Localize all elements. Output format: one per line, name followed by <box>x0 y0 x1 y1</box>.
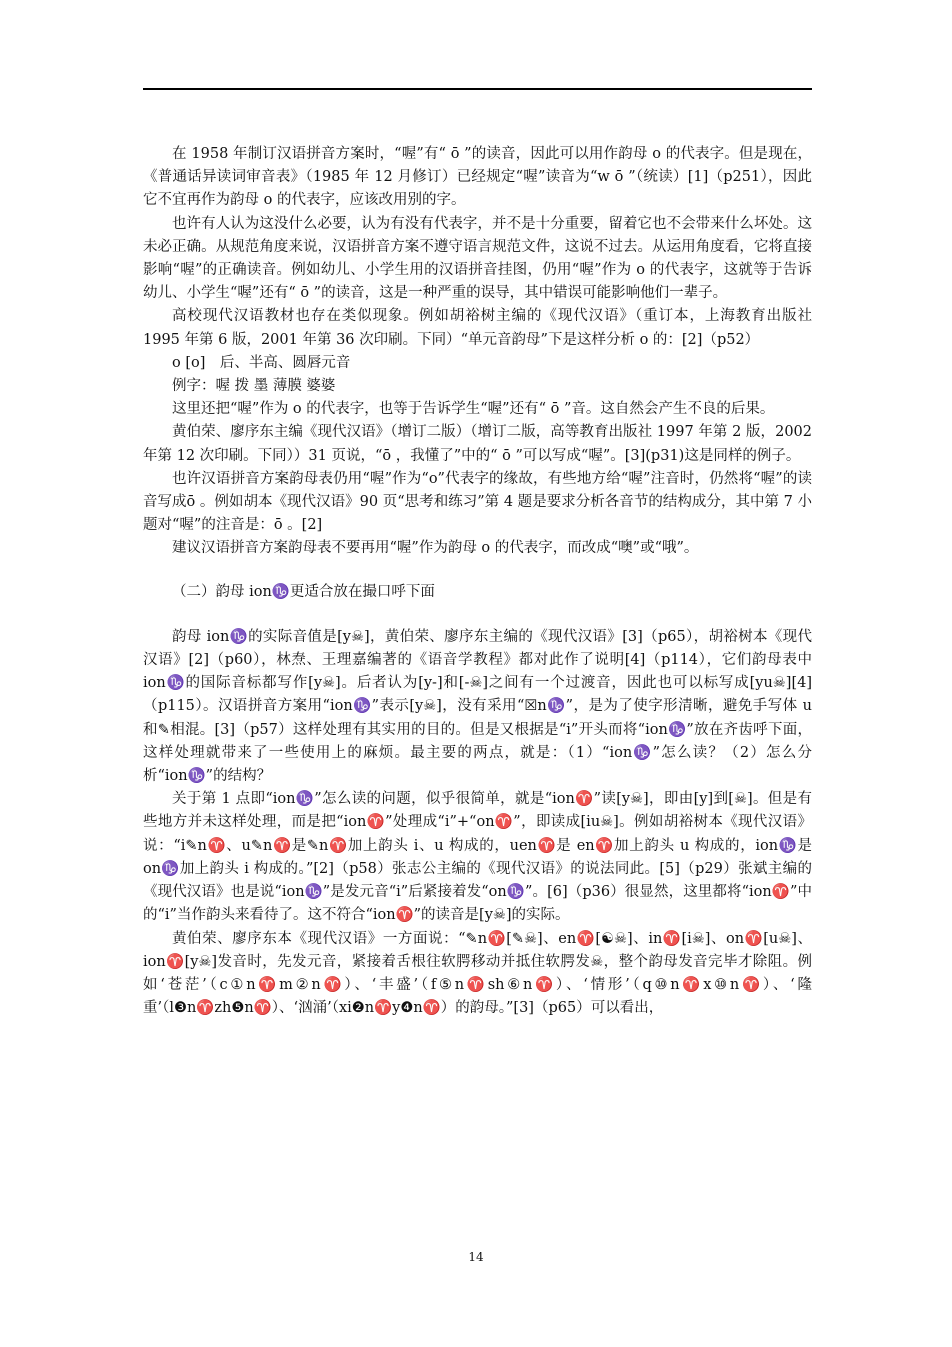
paragraph-3: 高校现代汉语教材也存在类似现象。例如胡裕树主编的《现代汉语》（重订本，上海教育出版社 1995 年第 6 版，2001 年第 36 次印刷。下同）“单元音韵母”下是这样分析 o 的：[2]（p52） <box>143 308 812 348</box>
example-line-words: 例字：喔 拨 墨 薄膜 婆婆 <box>172 378 336 395</box>
paragraph-10: 黄伯荣、廖序东本《现代汉语》一方面说：“✎n♈[✎☠]、en♈[☯☠]、in♈[i☠]、on♈[u☠]、ion♈[y☠]发音时，先发元音，紧接着舌根往软腭移动并抵住软腭发☠，整个韵母发音完毕才除阻。例如‘苍茫’（c①n♈m②n♈）、‘丰盛’（f⑤n♈sh⑥n♈）、‘情形’（q⑩n♈x⑩n♈）、‘隆重’（l❸n♈zh❺n♈）、‘汹涌’（xi❷n♈y❹n♈）的韵母。”[3]（p65）可以看出， <box>143 930 812 1017</box>
paragraph-1: 在 1958 年制订汉语拼音方案时，“喔”有“ ō ”的读音，因此可以用作韵母 o 的代表字。但是现在，《普通话异读词审音表》（1985 年 12 月修订）已经规定“喔”读音为“w ō ”（统读）[1]（p251），因此它不宜再作为韵母 o 的代表字，应该改用别的字。 <box>143 146 812 209</box>
page-number: 14 <box>468 1250 484 1264</box>
body-text <box>143 143 812 1020</box>
paragraph-6: 也许汉语拼音方案韵母表仍用“喔”作为“o”代表字的缘故，有些地方给“喔”注音时，仍然将“喔”的读音写成ō 。例如胡本《现代汉语》90 页“思考和练习”第 4 题是要求分析各音节的结构成分，其中第 7 小题对“喔”的注音是：ō 。[2] <box>143 470 812 534</box>
section-heading: （二）韵母 ion♑更适合放在撮口呼下面 <box>172 583 435 600</box>
paragraph-8: 韵母 ion♑的实际音值是[y☠]，黄伯荣、廖序东主编的《现代汉语》[3]（p65），胡裕树本《现代汉语》[2]（p60），林焘、王理嘉编著的《语音学教程》都对此作了说明[4]（p114），它们韵母表中 ion♑的国际音标都写作[y☠]。后者认为[y-]和[-☠]之间有一个过渡音，因此也可以标写成[yu☠][4]（p115）。汉语拼音方案用“ion♑”表示[y☠]，没有采用“☒n♑”，是为了使字形清晰，避免手写体 u 和✎相混。[3]（p57）这样处理有其实用的目的。但是又根据是“i”开头而将“ion♑”放在齐齿呼下面，这样处理就带来了一些使用上的麻烦。最主要的两点，就是：（1）“ion♑”怎么读？（2）怎么分析“ion♑”的结构？ <box>143 628 812 785</box>
paragraph-9: 关于第 1 点即“ion♑”怎么读的问题，似乎很简单，就是“ion♈”读[y☠]，即由[y]到[☠]。但是有些地方并未这样处理，而是把“ion♈”处理成“i”+“on♈”，即读成[iu☠]。例如胡裕树本《现代汉语》说：“i✎n♈、u✎n♈是✎n♈加上韵头 i、u 构成的，uen♈是 en♈加上韵头 u 构成的，ion♑是 on♑加上韵头 i 构成的。”[2]（p58）张志公主编的《现代汉语》的说法同此。[5]（p29）张斌主编的《现代汉语》也是说“ion♑”是发元音“i”后紧接着发“on♑”。[6]（p36）很显然，这里都将“ion♈”中的“i”当作韵头来看待了。这不符合“ion♈”的读音是[y☠]的实际。 <box>143 791 812 924</box>
example-line-phoneme: o [o] 后、半高、圆唇元音 <box>172 354 351 371</box>
paragraph-4: 这里还把“喔”作为 o 的代表字，也等于告诉学生“喔”还有“ ō ”音。这自然会产生不良的后果。 <box>172 401 775 418</box>
paragraph-5: 黄伯荣、廖序东主编《现代汉语》（增订二版）（增订二版，高等教育出版社 1997 年第 2 版，2002 年第 12 次印刷。下同））31 页说，“ō ，我懂了”中的“ ō ”可以写成“喔”。[3](p31)这是同样的例子。 <box>143 424 812 464</box>
header-rule <box>143 88 812 90</box>
paragraph-7: 建议汉语拼音方案韵母表不要再用“喔”作为韵母 o 的代表字，而改成“噢”或“哦”。 <box>172 540 699 557</box>
paragraph-2: 也许有人认为这没什么必要，认为有没有代表字，并不是十分重要，留着它也不会带来什么坏处。这未必正确。从规范角度来说，汉语拼音方案不遵守语言规范文件，这说不过去。从运用角度看，它将直接影响“喔”的正确读音。例如幼儿、小学生用的汉语拼音挂图，仍用“喔”作为 o 的代表字，这就等于告诉幼儿、小学生“喔”还有“ ō ”的读音，这是一种严重的误导，其中错误可能影响他们一辈子。 <box>143 215 812 302</box>
